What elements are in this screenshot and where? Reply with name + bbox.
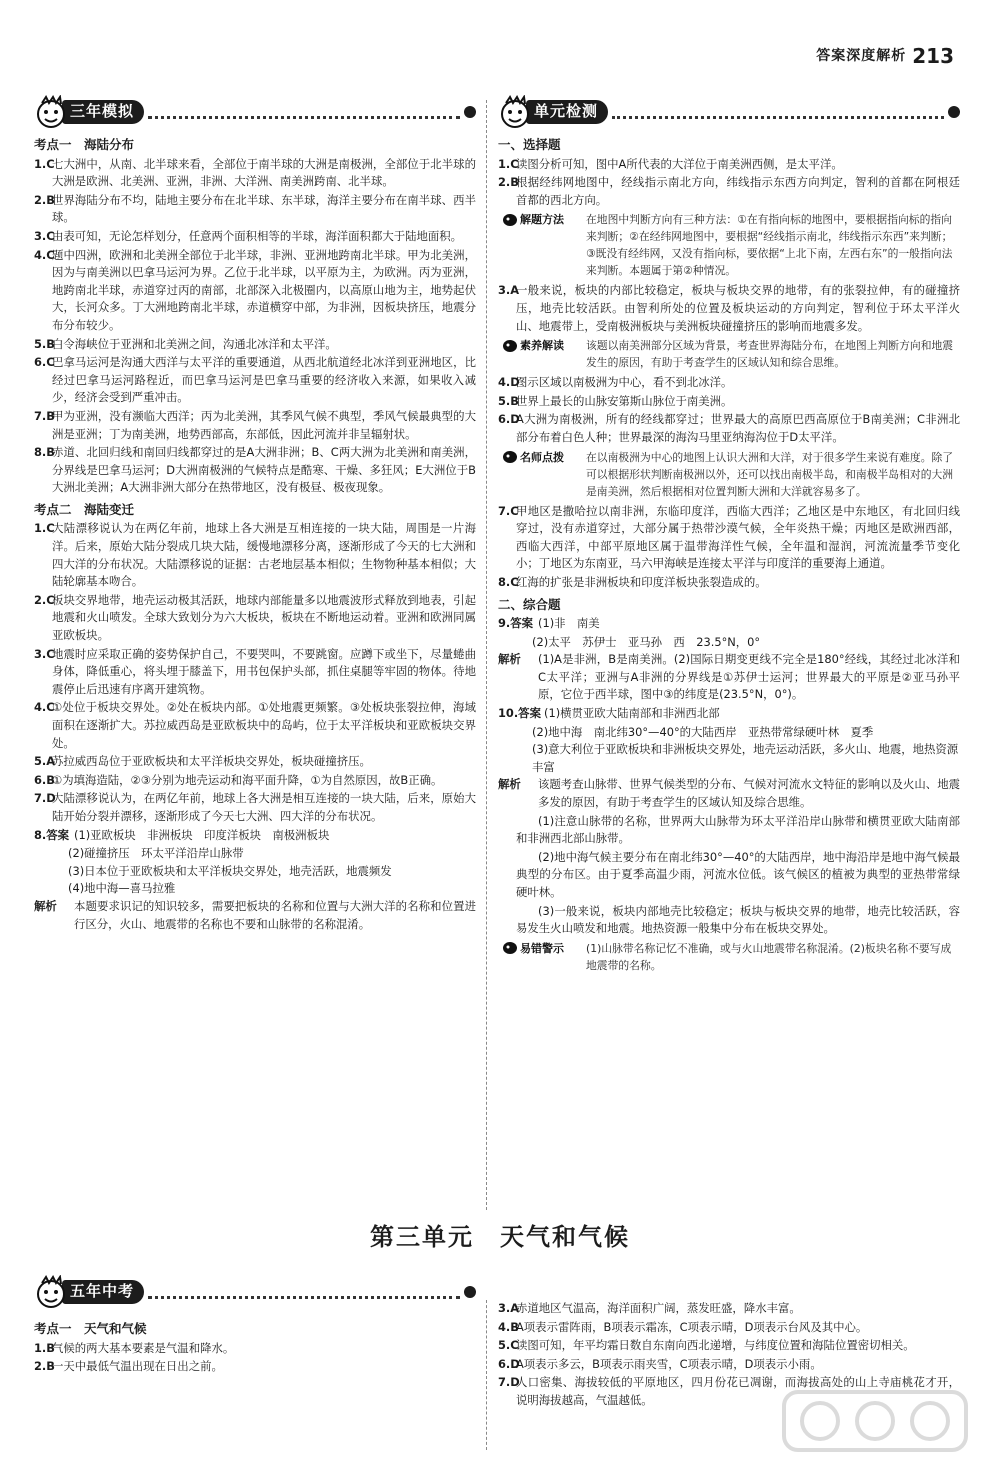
answer-item-9: 9.答案 (1)非 南美 bbox=[498, 616, 600, 631]
answer-item: 4.C 题中四洲，欧洲和北美洲全部位于北半球，非洲、亚洲地跨南北半球。甲为北美洲，因为与南美洲以巴拿马运河为界。乙位于北半球，以平原为主，为欧洲。丙为亚洲，地跨南北半球，赤道穿过丙的南部，北部深入北极圈内，以高原山地为主，地势起伏大，长河众多。丁大洲地跨南北半球，赤道横穿中部，为非洲，因板块挤压，地震分布分布较少。 bbox=[34, 247, 476, 332]
section-heading: 考点一 天气和气候 bbox=[34, 1321, 147, 1336]
left-column-lower bbox=[34, 1272, 476, 1377]
lightbulb-icon bbox=[502, 213, 518, 227]
mascot-icon bbox=[34, 1275, 68, 1309]
answer-item: 4.C ①处位于板块交界处。②处在板块内部。①处地震更频繁。③处板块张裂拉伸，海域面积在逐渐扩大。苏拉威西岛是亚欧板块中的岛屿，位于太平洋板块和亚欧板块交界处。 bbox=[34, 700, 476, 750]
mascot-icon bbox=[34, 95, 68, 129]
answer-item: 7.C 甲地区是撒哈拉以南非洲，东临印度洋，西临大西洋；乙地区是中东地区，有北回归线穿过，没有赤道穿过，大部分属于热带沙漠气候，全年炎热干燥；丙地区是欧洲西部，西临大西洋，中部平原地区属于温带海洋性气候，全年温和湿润，河流流量季节变化小；丁地区为东南亚，马六甲海峡是连接太平洋与印度洋的重要海上通道。 bbox=[498, 503, 960, 571]
analysis-10-part: (2)地中海气候主要分布在南北纬30°—40°的大陆西岸，地中海沿岸是地中海气候最典型的分布区。由于夏季高温少雨，河流水位低。该气候区的植被为典型的亚热带常绿硬叶林。 bbox=[516, 849, 960, 899]
answer-item: 3.C 由表可知，无论怎样划分，任意两个面积相等的半球，海洋面积都大于陆地面积。 bbox=[34, 228, 463, 243]
callout-teacher-tip: 名师点拨 在以南极洲为中心的地图上认识大洲和大洋，对于很多学生来说有难度。除了可以根据形状判断南极洲以外，还可以找出南极半岛，和南极半岛相对的大洲是南美洲，然后根据相对位置判断大洲和大洋就容易多了。 bbox=[502, 449, 960, 500]
answer-item-8: 8.答案 (1)亚欧板块 非洲板块 印度洋板块 南极洲板块 bbox=[34, 827, 330, 842]
answer-item: 8.C 红海的扩张是非洲板块和印度洋板块张裂造成的。 bbox=[498, 574, 767, 589]
star-icon bbox=[502, 339, 518, 353]
answer-item: 4.B A项表示雷阵雨，B项表示霜冻，C项表示晴，D项表示台风及其中心。 bbox=[498, 1319, 868, 1334]
answer-item: 1.B 气候的两大基本要素是气温和降水。 bbox=[34, 1340, 235, 1355]
answer-item: 2.B 根据经纬网地图中，经线指示南北方向，纬线指示东西方向判定，智利的首都在阿根廷首都的西北方向。 bbox=[498, 175, 960, 207]
left-column bbox=[34, 92, 476, 934]
section-banner-wunian bbox=[34, 1272, 476, 1312]
analysis-10-part: (1)注意山脉带的名称，世界两大山脉带为环太平洋沿岸山脉带和横贯亚欧大陆南部和非洲西北部山脉带。 bbox=[516, 813, 960, 846]
answer-sub-line: (2)地中海 南北纬30°—40°的大陆西岸 亚热带常绿硬叶林 夏季 bbox=[532, 724, 874, 739]
column-divider bbox=[486, 100, 487, 1210]
answer-item: 7.B 甲为亚洲，没有濒临大西洋；丙为北美洲，其季风气候不典型，季风气候最典型的大洲是亚洲；丁为南美洲，地势西部高，东部低，因此河流并非呈辐射状。 bbox=[34, 408, 476, 441]
mascot-icon bbox=[498, 95, 532, 129]
section-banner-sannian bbox=[34, 92, 476, 132]
analysis-9: 解析 (1)A是非洲，B是南美洲。(2)国际日期变更线不完全是180°经线，其经过北冰洋和C太平洋；亚洲与A非洲的分界线是①苏伊士运河；世界最大的平原是②亚马孙平原，它位于西半球，图中③的纬度是(23.5°N，0°)。 bbox=[498, 652, 960, 702]
answer-item: 5.B 世界上最长的山脉安第斯山脉位于南美洲。 bbox=[498, 393, 733, 408]
answer-sub-line: (2)碰撞挤压 环太平洋沿岸山脉带 bbox=[68, 846, 244, 861]
section-heading: 考点一 海陆分布 bbox=[34, 137, 135, 152]
answer-item: 2.C 板块交界地带，地壳运动极其活跃，地球内部能量多以地震波形式释放到地表，引起地震和火山喷发。全球大致划分为六大板块，板块在不断地运动着。亚洲和欧洲同属亚欧板块。 bbox=[34, 592, 476, 643]
callout-method: 解题方法 在地图中判断方向有三种方法：①在有指向标的地图中，要根据指向标的指向来判断；②在经纬网地图中，要根据“经线指示南北，纬线指示东西”来判断；③既没有经纬网，又没有指向标，要依据“上北下南，左西右东”的一般指向法来判断。本题属于第②种情况。 bbox=[502, 211, 960, 279]
banner-title: 单元检测 bbox=[526, 100, 608, 124]
banner-end-dot bbox=[464, 106, 476, 118]
analysis-8: 解析 本题要求识记的知识较多，需要把板块的名称和位置与大洲大洋的名称和位置进行区分，火山、地震带的名称也不要和山脉带的名称混淆。 bbox=[34, 898, 476, 931]
answer-item: 4.D 图示区域以南极洲为中心，看不到北冰洋。 bbox=[498, 375, 733, 390]
right-column bbox=[498, 92, 960, 977]
answer-item: 6.C 巴拿马运河是沟通大西洋与太平洋的重要通道，从西北航道经北冰洋到亚洲地区，比经过巴拿马运河路程近，而巴拿马运河是巴拿马重要的经济收入来源，如果收入减少，经济会受到严重冲击。 bbox=[34, 355, 476, 405]
answer-item: 1.C 七大洲中，从南、北半球来看，全部位于南半球的大洲是南极洲，全部位于北半球的大洲是欧洲、北美洲、亚洲，非洲、大洋洲、南美洲跨南、北半球。 bbox=[34, 156, 476, 189]
analysis-10: 解析 该题考查山脉带、世界气候类型的分布、气候对河流水文特征的影响以及火山、地震多发的原因，有助于考查学生的区域认知及综合思维。 bbox=[498, 777, 960, 810]
answer-sub-line: (3)意大利位于亚欧板块和非洲板块交界处，地壳运动活跃，多火山、地震，地热资源丰富 bbox=[532, 742, 959, 774]
callout-literacy: 素养解读 该题以南美洲部分区域为背景，考查世界海陆分布，在地图上判断方向和地震发生的原因，有助于考查学生的区域认知和综合思维。 bbox=[502, 337, 960, 371]
answer-sub-line: (3)日本位于亚欧板块和太平洋板块交界处，地壳活跃，地震频发 bbox=[68, 863, 392, 878]
answer-item-10: 10.答案 (1)横贯亚欧大陆南部和非洲西北部 bbox=[498, 706, 720, 721]
banner-dots bbox=[612, 106, 944, 119]
answer-item: 6.D A项表示多云，B项表示雨夹雪，C项表示晴，D项表示小雨。 bbox=[498, 1356, 822, 1371]
answer-sub-line: (2)太平 苏伊士 亚马孙 西 23.5°N，0° bbox=[532, 634, 761, 649]
header-title: 答案深度解析 bbox=[816, 48, 907, 64]
unit-title: 第三单元 天气和气候 bbox=[370, 1222, 630, 1251]
answer-item: 2.B 一天中最低气温出现在日出之前。 bbox=[34, 1359, 223, 1374]
section-heading: 考点二 海陆变迁 bbox=[34, 501, 135, 517]
answer-item: 2.B 世界海陆分布不均，陆地主要分布在北半球、东半球，海洋主要分布在南半球、西半球。 bbox=[34, 192, 476, 225]
answer-item: 3.A 一般来说，板块的内部比较稳定，板块与板块交界的地带，有的张裂拉伸，有的碰撞挤压，地壳比较活跃。由智利所处的位置及板块运动的方向判定，智利位于环太平洋火山、地震带上，受南极洲板块与美洲板块碰撞挤压的影响而地震多发。 bbox=[498, 283, 960, 333]
answer-list-2 bbox=[34, 520, 476, 825]
section-heading: 一、选择题 bbox=[498, 137, 561, 152]
answer-item: 1.C 大陆漂移说认为在两亿年前，地球上各大洲是互相连接的一块大陆，周围是一片海洋。后来，原始大陆分裂成几块大陆，缓慢地漂移分离，逐渐形成了今天的七大洲和四大洋的分布状况。大陆漂移说的证据：古老地层基本相似；生物物种基本相似；大陆轮廓基本吻合。 bbox=[34, 521, 476, 589]
banner-dots bbox=[148, 106, 460, 119]
answer-list-1 bbox=[34, 156, 476, 497]
banner-dots bbox=[148, 1286, 460, 1299]
teacher-icon bbox=[502, 450, 518, 464]
analysis-10-part: (3)一般来说，板块内部地壳比较稳定；板块与板块交界的地带，地壳比较活跃，容易发生火山喷发和地震。地热资源一般集中分布在板块交界处。 bbox=[516, 903, 960, 936]
column-divider-lower bbox=[486, 1300, 487, 1450]
answer-item: 6.D A大洲为南极洲，所有的经线都穿过；世界最大的高原巴西高原位于B南美洲；C非洲北部分布着白色人种；世界最深的海沟马里亚纳海沟位于D太平洋。 bbox=[498, 412, 960, 444]
answer-item: 5.A 苏拉威西岛位于亚欧板块和太平洋板块交界处，板块碰撞挤压。 bbox=[34, 754, 371, 769]
section-banner-danyuan bbox=[498, 92, 960, 132]
warning-icon bbox=[502, 941, 518, 955]
answer-item: 3.A 赤道地区气温高，海洋面积广阔，蒸发旺盛，降水丰富。 bbox=[498, 1301, 801, 1315]
banner-end-dot bbox=[464, 1286, 476, 1298]
banner-title: 三年模拟 bbox=[62, 100, 144, 124]
section-heading: 二、综合题 bbox=[498, 596, 561, 612]
answer-sub-line: (4)地中海—喜马拉雅 bbox=[68, 881, 176, 896]
answer-item: 1.C 读图分析可知，图中A所代表的大洋位于南美洲西侧，是太平洋。 bbox=[498, 156, 843, 171]
banner-end-dot bbox=[948, 106, 960, 118]
answer-item: 7.D 人口密集、海拔较低的平原地区，四月份花已凋谢，而海拔高处的山上寺庙桃花才开，说明海拔越高，气温越低。 bbox=[498, 1375, 960, 1407]
answer-item: 5.B 白令海峡位于亚洲和北美洲之间，沟通北冰洋和太平洋。 bbox=[34, 336, 337, 351]
answer-item: 3.C 地震时应采取正确的姿势保护自己，不要哭叫，不要跳窗。应蹲下或坐下，尽量蜷曲身体，降低重心，将头埋于膝盖下，用书包保护头部，抓住桌腿等牢固的物体。待地震停止后迅速有序离开建筑物。 bbox=[34, 646, 476, 696]
answer-item: 7.D 大陆漂移说认为，在两亿年前，地球上各大洲是相互连接的一块大陆，后来，原始大陆开始分裂并漂移，逐渐形成了今天七大洲、四大洋的分布状况。 bbox=[34, 791, 476, 823]
page-header bbox=[816, 44, 954, 68]
callout-warning: 易错警示 (1)山脉带名称记忆不准确，或与火山地震带名称混淆。(2)板块名称不要写成地震带的名称。 bbox=[502, 940, 960, 974]
answer-item: 6.B ①为填海造陆，②③分别为地壳运动和海平面升降，①为自然原因，故B正确。 bbox=[34, 772, 443, 787]
page-number: 213 bbox=[912, 44, 954, 68]
banner-title: 五年中考 bbox=[62, 1280, 144, 1304]
answer-item: 8.B 赤道、北回归线和南回归线都穿过的是A大洲非洲；B、C两大洲为北美洲和南美洲，分界线是巴拿马运河；D大洲南极洲的气候特点是酷寒、干燥、多狂风；E大洲位于B大洲北美洲；A大洲非洲大部分在热带地区，没有极昼、极夜现象。 bbox=[34, 445, 476, 495]
answer-item: 5.C 读图可知，年平均霜日数自东南向西北递增，与纬度位置和海陆位置密切相关。 bbox=[498, 1338, 915, 1353]
watermark-logo-icon bbox=[780, 1386, 970, 1456]
